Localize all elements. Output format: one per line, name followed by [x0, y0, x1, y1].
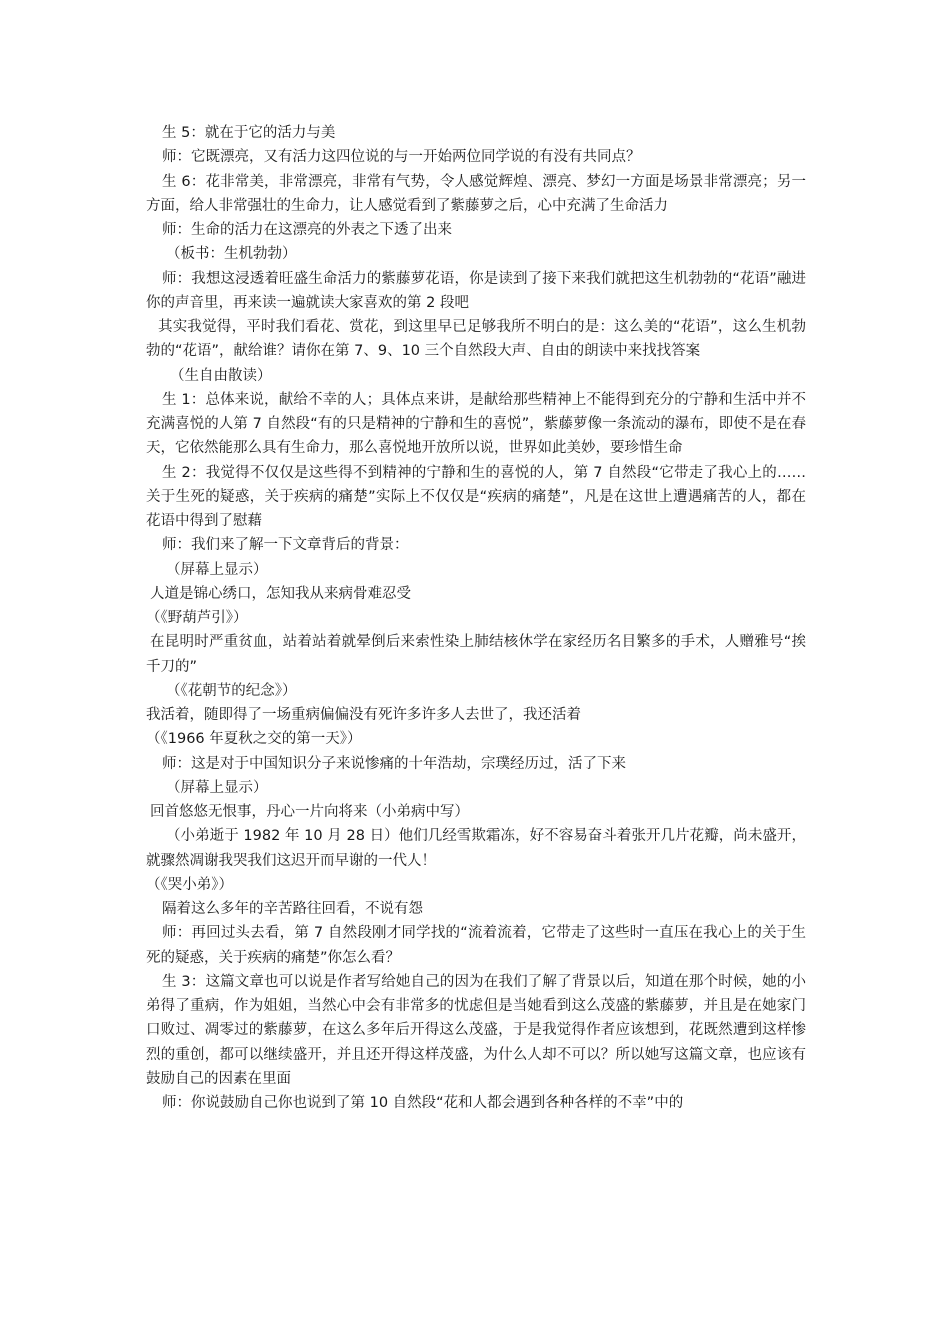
paragraph: 生 3：这篇文章也可以说是作者写给她自己的因为在我们了解了背景以后，知道在那个时候，她的小弟得了重病，作为姐姐，当然心中会有非常多的忧虑但是当她看到这么茂盛的紫藤萝，并且是在她家门口败过、凋零过的紫藤萝，在这么多年后开得这么茂盛，于是我觉得作者应该想到，花既然遭到这样惨烈的重创，都可以继续盛开，并且还开得这样茂盛，为什么人却不可以？所以她写这篇文章，也应该有鼓励自己的因素在里面 — [146, 973, 806, 1087]
paragraph: （屏幕上显示） — [166, 779, 268, 796]
paragraph: 师：我想这浸透着旺盛生命活力的紫藤萝花语，你是读到了接下来我们就把这生机勃勃的“花语”融进你的声音里，再来读一遍就读大家喜欢的第 2 段吧 — [146, 270, 806, 311]
paragraph: （生自由散读） — [170, 367, 272, 384]
paragraph: 师：这是对于中国知识分子来说惨痛的十年浩劫，宗璞经历过，活了下来 — [162, 755, 626, 772]
paragraph: 生 5：就在于它的活力与美 — [162, 125, 336, 141]
paragraph: 生 1：总体来说，献给不幸的人；具体点来讲，是献给那些精神上不能得到充分的宁静和生活中并不充满喜悦的人第 7 自然段“有的只是精神的宁静和生的喜悦”，紫藤萝像一条流动的瀑布，即使不是在春天，它依然能那么具有生命力，那么喜悦地开放所以说，世界如此美妙，要珍惜生命 — [146, 391, 806, 457]
paragraph: 人道是锦心绣口，怎知我从来病骨难忍受 — [150, 585, 411, 602]
paragraph: （小弟逝于 1982 年 10 月 28 日）他们几经雪欺霜冻，好不容易奋斗着张开几片花瓣，尚未盛开，就骤然凋谢我哭我们这迟开而早谢的一代人！ — [146, 828, 806, 869]
paragraph: 师：我们来了解一下文章背后的背景： — [162, 537, 409, 554]
paragraph: （《野葫芦引》） — [146, 610, 248, 626]
paragraph: 其实我觉得，平时我们看花、赏花，到这里早已足够我所不明白的是：这么美的“花语”，这么生机勃勃的“花语”，献给谁？请你在第 7、9、10 三个自然段大声、自由的朗读中来找找答案 — [146, 319, 806, 360]
paragraph: 隔着这么多年的辛苦路往回看，不说有怨 — [162, 901, 423, 917]
paragraph: （板书：生机勃勃） — [166, 246, 297, 263]
paragraph: 生 6：花非常美，非常漂亮，非常有气势，令人感觉辉煌、漂亮、梦幻一方面是场景非常漂亮；另一方面，给人非常强壮的生命力，让人感觉看到了紫藤萝之后，心中充满了生命活力 — [146, 173, 806, 214]
paragraph: 师：你说鼓励自己你也说到了第 10 自然段“花和人都会遇到各种各样的不幸”中的 — [162, 1095, 684, 1111]
paragraph: （《哭小弟》） — [146, 876, 233, 893]
paragraph: （屏幕上显示） — [166, 561, 268, 578]
document-body — [146, 121, 806, 1115]
paragraph: 回首悠悠无恨事，丹心一片向将来（小弟病中写） — [150, 804, 469, 820]
paragraph: 师：再回过头去看，第 7 自然段刚才同学找的“流着流着，它带走了这些时一直压在我心上的关于生死的疑惑，关于疾病的痛楚”你怎么看？ — [146, 925, 806, 966]
paragraph: （《1966 年夏秋之交的第一天》） — [146, 731, 362, 748]
paragraph: （《花朝节的纪念》） — [166, 682, 297, 699]
paragraph: 我活着，随即得了一场重病偏偏没有死许多许多人去世了，我还活着 — [146, 707, 581, 723]
paragraph: 师：生命的活力在这漂亮的外表之下透了出来 — [162, 222, 452, 238]
paragraph: 师：它既漂亮，又有活力这四位说的与一开始两位同学说的有没有共同点？ — [162, 149, 641, 166]
paragraph: 在昆明时严重贫血，站着站着就晕倒后来索性染上肺结核休学在家经历名目繁多的手术，人赠雅号“挨千刀的” — [146, 634, 806, 675]
paragraph: 生 2：我觉得不仅仅是这些得不到精神的宁静和生的喜悦的人，第 7 自然段“它带走了我心上的……关于生死的疑惑，关于疾病的痛楚”实际上不仅仅是“疾病的痛楚”，凡是在这世上遭遇痛苦的人，都在花语中得到了慰藉 — [146, 464, 806, 529]
